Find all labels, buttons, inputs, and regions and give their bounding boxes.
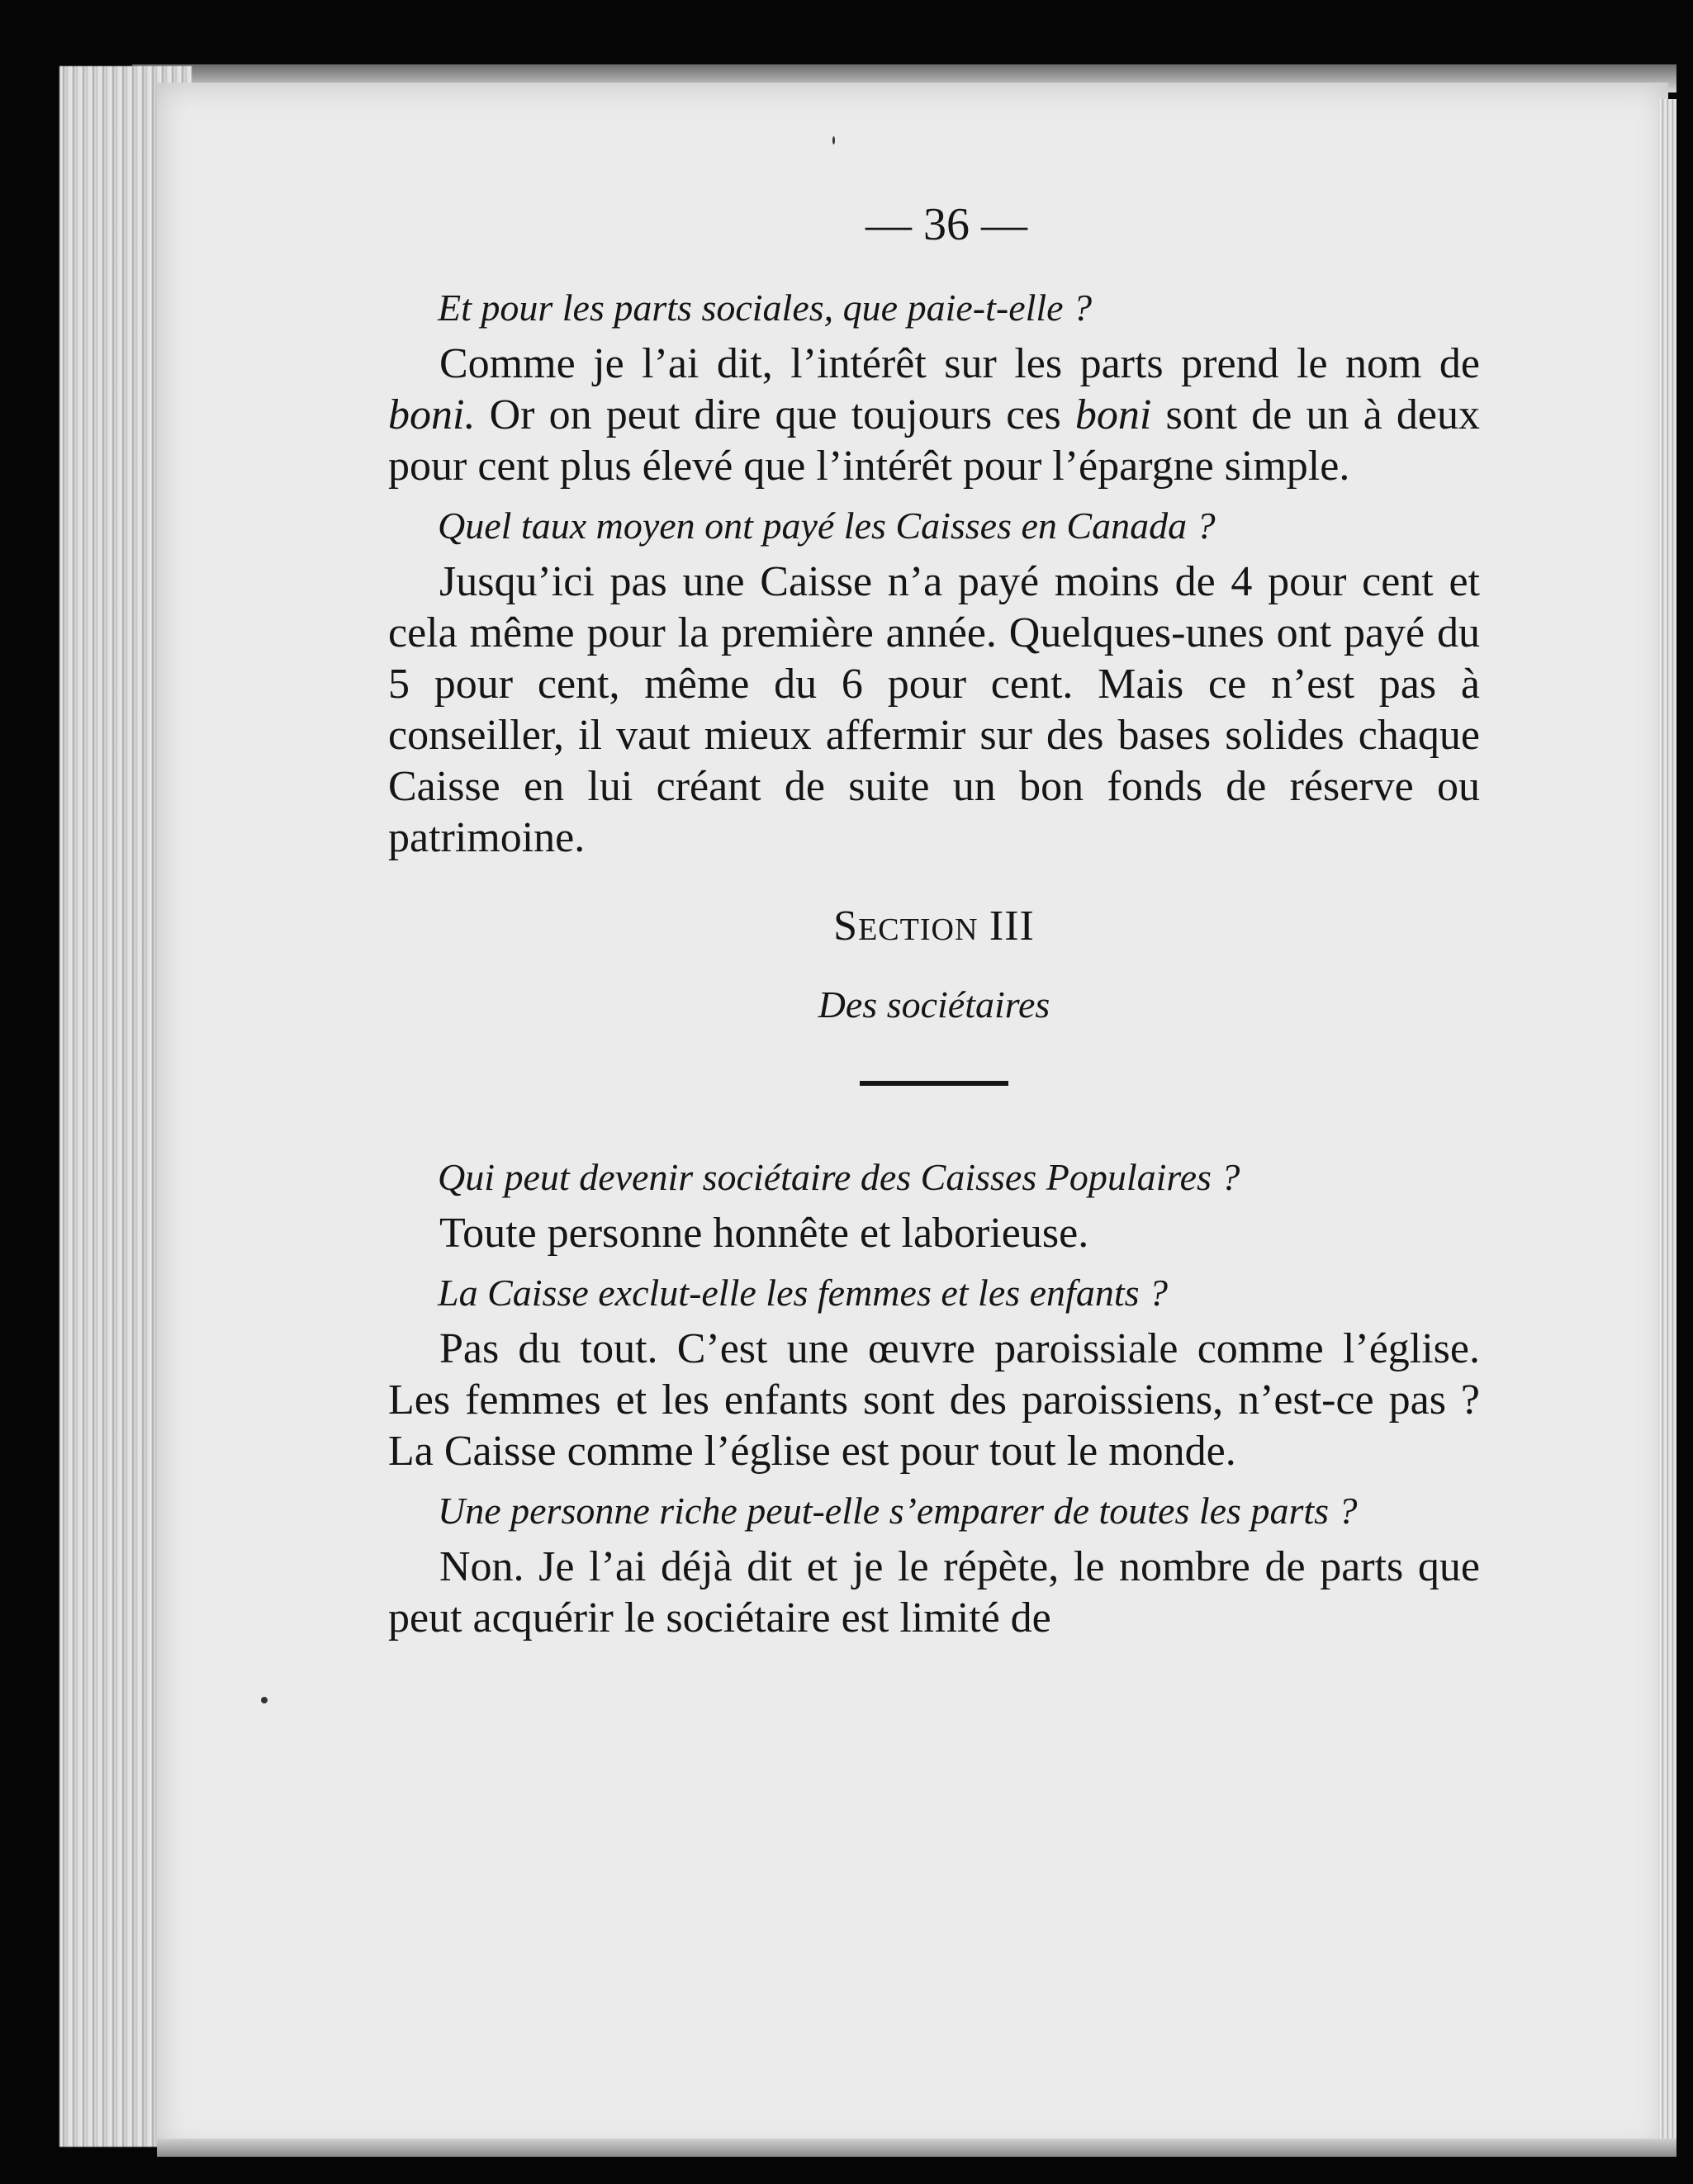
answer: Non. Je l’ai déjà dit et je le répète, le nombre de parts que peut acquérir le sociétaire est limité de: [388, 1543, 1480, 1642]
question: Quel taux moyen ont payé les Caisses en Canada ?: [438, 505, 1216, 547]
answer: [388, 339, 1480, 492]
section-heading-initial: S: [833, 902, 859, 950]
answer: Pas du tout. C’est une œuvre paroissiale comme l’église. Les femmes et les enfants sont des paroissiens, n’est-ce pas ? La Caisse comme l’église est pour tout le monde.: [388, 1325, 1480, 1475]
section-heading: [388, 897, 1480, 959]
answer: Toute personne honnête et laborieuse.: [439, 1210, 1089, 1257]
question: La Caisse exclut-elle les femmes et les enfants ?: [438, 1272, 1169, 1314]
question: Et pour les parts sociales, que paie-t-elle ?: [438, 287, 1093, 329]
section-heading-number: III: [989, 902, 1035, 950]
answer-text: sont de un à deux pour cent plus élevé que l’intérêt pour l’épargne simple.: [388, 391, 1480, 490]
ink-speck: [832, 136, 835, 144]
section-subtitle: Des sociétaires: [818, 983, 1050, 1026]
answer: Jusqu’ici pas une Caisse n’a payé moins de 4 pour cent et cela même pour la première année. Quelques-unes ont payé du 5 pour cent, même du 6 pour cent. Mais ce n’est pas à conseiller, il vaut mieux affermir sur des bases solides chaque Caisse en lui créant de suite un bon fonds de réserve ou patrimoine.: [388, 558, 1480, 861]
section-heading-smallcaps: ECTION: [858, 912, 979, 947]
ink-speck: [261, 1697, 268, 1703]
answer-text: Or on peut dire que toujours ces: [475, 391, 1075, 438]
page-right-edge: [1658, 99, 1676, 2155]
page-text: [388, 192, 1480, 1652]
answer-italic: boni.: [388, 391, 476, 438]
question: Une personne riche peut-elle s’emparer de toutes les parts ?: [438, 1490, 1358, 1532]
question: Qui peut devenir sociétaire des Caisses Populaires ?: [438, 1156, 1240, 1198]
section-rule: [860, 1081, 1008, 1086]
answer-italic: boni: [1074, 391, 1152, 438]
page-number: — 36 —: [865, 199, 1027, 250]
answer-text: Comme je l’ai dit, l’intérêt sur les parts prend le nom de: [439, 340, 1480, 387]
page-bottom-edge: [157, 2139, 1676, 2157]
